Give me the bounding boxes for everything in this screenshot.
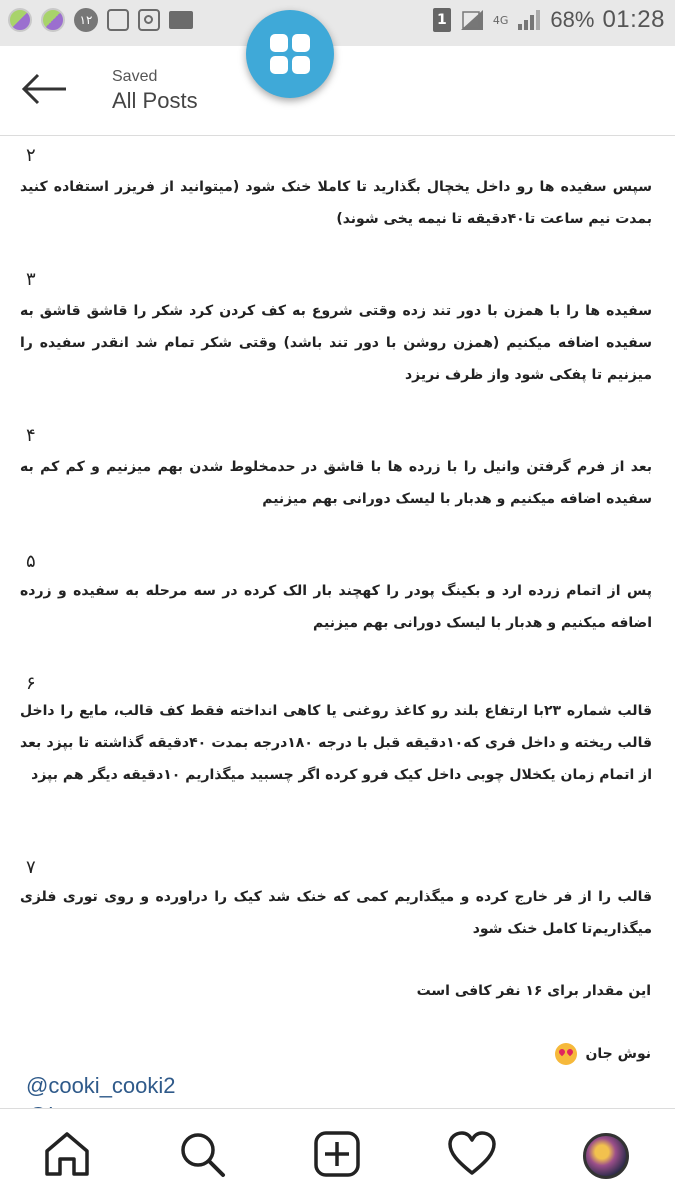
signal-icon	[459, 8, 485, 32]
serving-note: این مقدار برای ۱۶ نفر کافی است	[416, 983, 651, 999]
app-notification-icon	[8, 8, 32, 32]
step-number: ٣	[26, 269, 36, 290]
battery-level: 68%	[550, 7, 595, 32]
new-post-icon[interactable]	[312, 1129, 362, 1179]
network-type: 4G	[492, 13, 509, 27]
gallery-icon	[107, 9, 129, 31]
back-arrow-icon[interactable]	[20, 72, 68, 106]
grid-icon	[270, 34, 310, 74]
notification-icons	[8, 8, 193, 32]
step-text: قالب شماره ۲۳با ارتفاع بلند رو کاغذ روغنی یا کاهی انداخته فقط کف قالب، مایع را داخل قالب ریخته و داخل فری که۱۰دقیقه قبل با درجه ۱۸۰درجه بمدت ۴۰دقیقه گذاشته تا بپزد بعد از اتمام زمان یکخلال چوبی داخل کیک فرو کرده اگر چسبید میگذاریم ۱۰دقیقه دیگر هم بپزد	[20, 703, 652, 783]
mail-icon	[169, 11, 193, 29]
step-number: ۶	[26, 673, 36, 694]
signal-strength-icon	[516, 8, 542, 32]
instagram-icon	[138, 9, 160, 31]
step-text: بعد از فرم گرفتن وانیل را با زرده ها با قاشق در حدمخلوط شدن بهم میزنیم و کم کم به سفیده اضافه میکنیم و هدبار با لیسک دورانی بهم میزنیم	[20, 459, 652, 507]
activity-heart-icon[interactable]	[447, 1129, 497, 1179]
step-text: سپس سفیده ها رو داخل یخچال بگذارید تا کاملا خنک شود (میتوانید از فریزر استفاده کنید بمدت نیم ساعت تا۴۰دقیقه تا نیمه یخی شوند)	[20, 179, 652, 227]
step-number: ۴	[26, 425, 36, 446]
author-handle-link[interactable]: @cooki_cooki2	[26, 1073, 176, 1098]
step-number: ٧	[26, 857, 36, 878]
closing-text: نوش جان	[585, 1046, 651, 1062]
search-icon[interactable]	[177, 1129, 227, 1179]
sim-slot-icon: 1	[433, 8, 451, 32]
app-notification-icon	[41, 8, 65, 32]
post-caption	[0, 137, 675, 1107]
step-text: سفیده ها را با همزن با دور تند زده وقتی شروع به کف کردن کرد شکر را قاشق قاشق به سفیده اضافه میکنیم (همزن روشن با دور تند باشد) وقتی شکر تمام شد انقدر سفیده را میزنیم تا پفکی شود واز ظرف نریزد	[20, 303, 652, 383]
system-indicators	[433, 6, 665, 34]
floating-apps-button[interactable]	[246, 10, 334, 98]
notification-count-badge: ١٢	[74, 8, 98, 32]
app-header	[0, 46, 675, 136]
closing-line	[555, 1043, 651, 1065]
step-number: ٢	[26, 145, 36, 166]
step-number: ۵	[26, 551, 36, 572]
header-title: All Posts	[112, 88, 198, 113]
heart-eyes-emoji-icon	[555, 1043, 577, 1065]
step-text: قالب را از فر خارج کرده و میگذاریم کمی که خنک شد کیک را دراورده و روی توری فلزی میگذاریم‌تا کامل خنک شود	[20, 889, 652, 937]
status-bar	[0, 0, 675, 46]
bottom-navigation	[0, 1108, 675, 1200]
clock: 01:28	[602, 6, 665, 33]
profile-avatar[interactable]	[583, 1133, 629, 1179]
home-icon[interactable]	[42, 1129, 92, 1179]
header-subtitle: Saved	[112, 68, 158, 85]
step-text: پس از اتمام زرده ارد و بکینگ پودر را کهچند بار الک کرده در سه مرحله به سفیده و زرده اضافه میکنیم و هدبار با لیسک دورانی بهم میزنیم	[20, 583, 652, 631]
